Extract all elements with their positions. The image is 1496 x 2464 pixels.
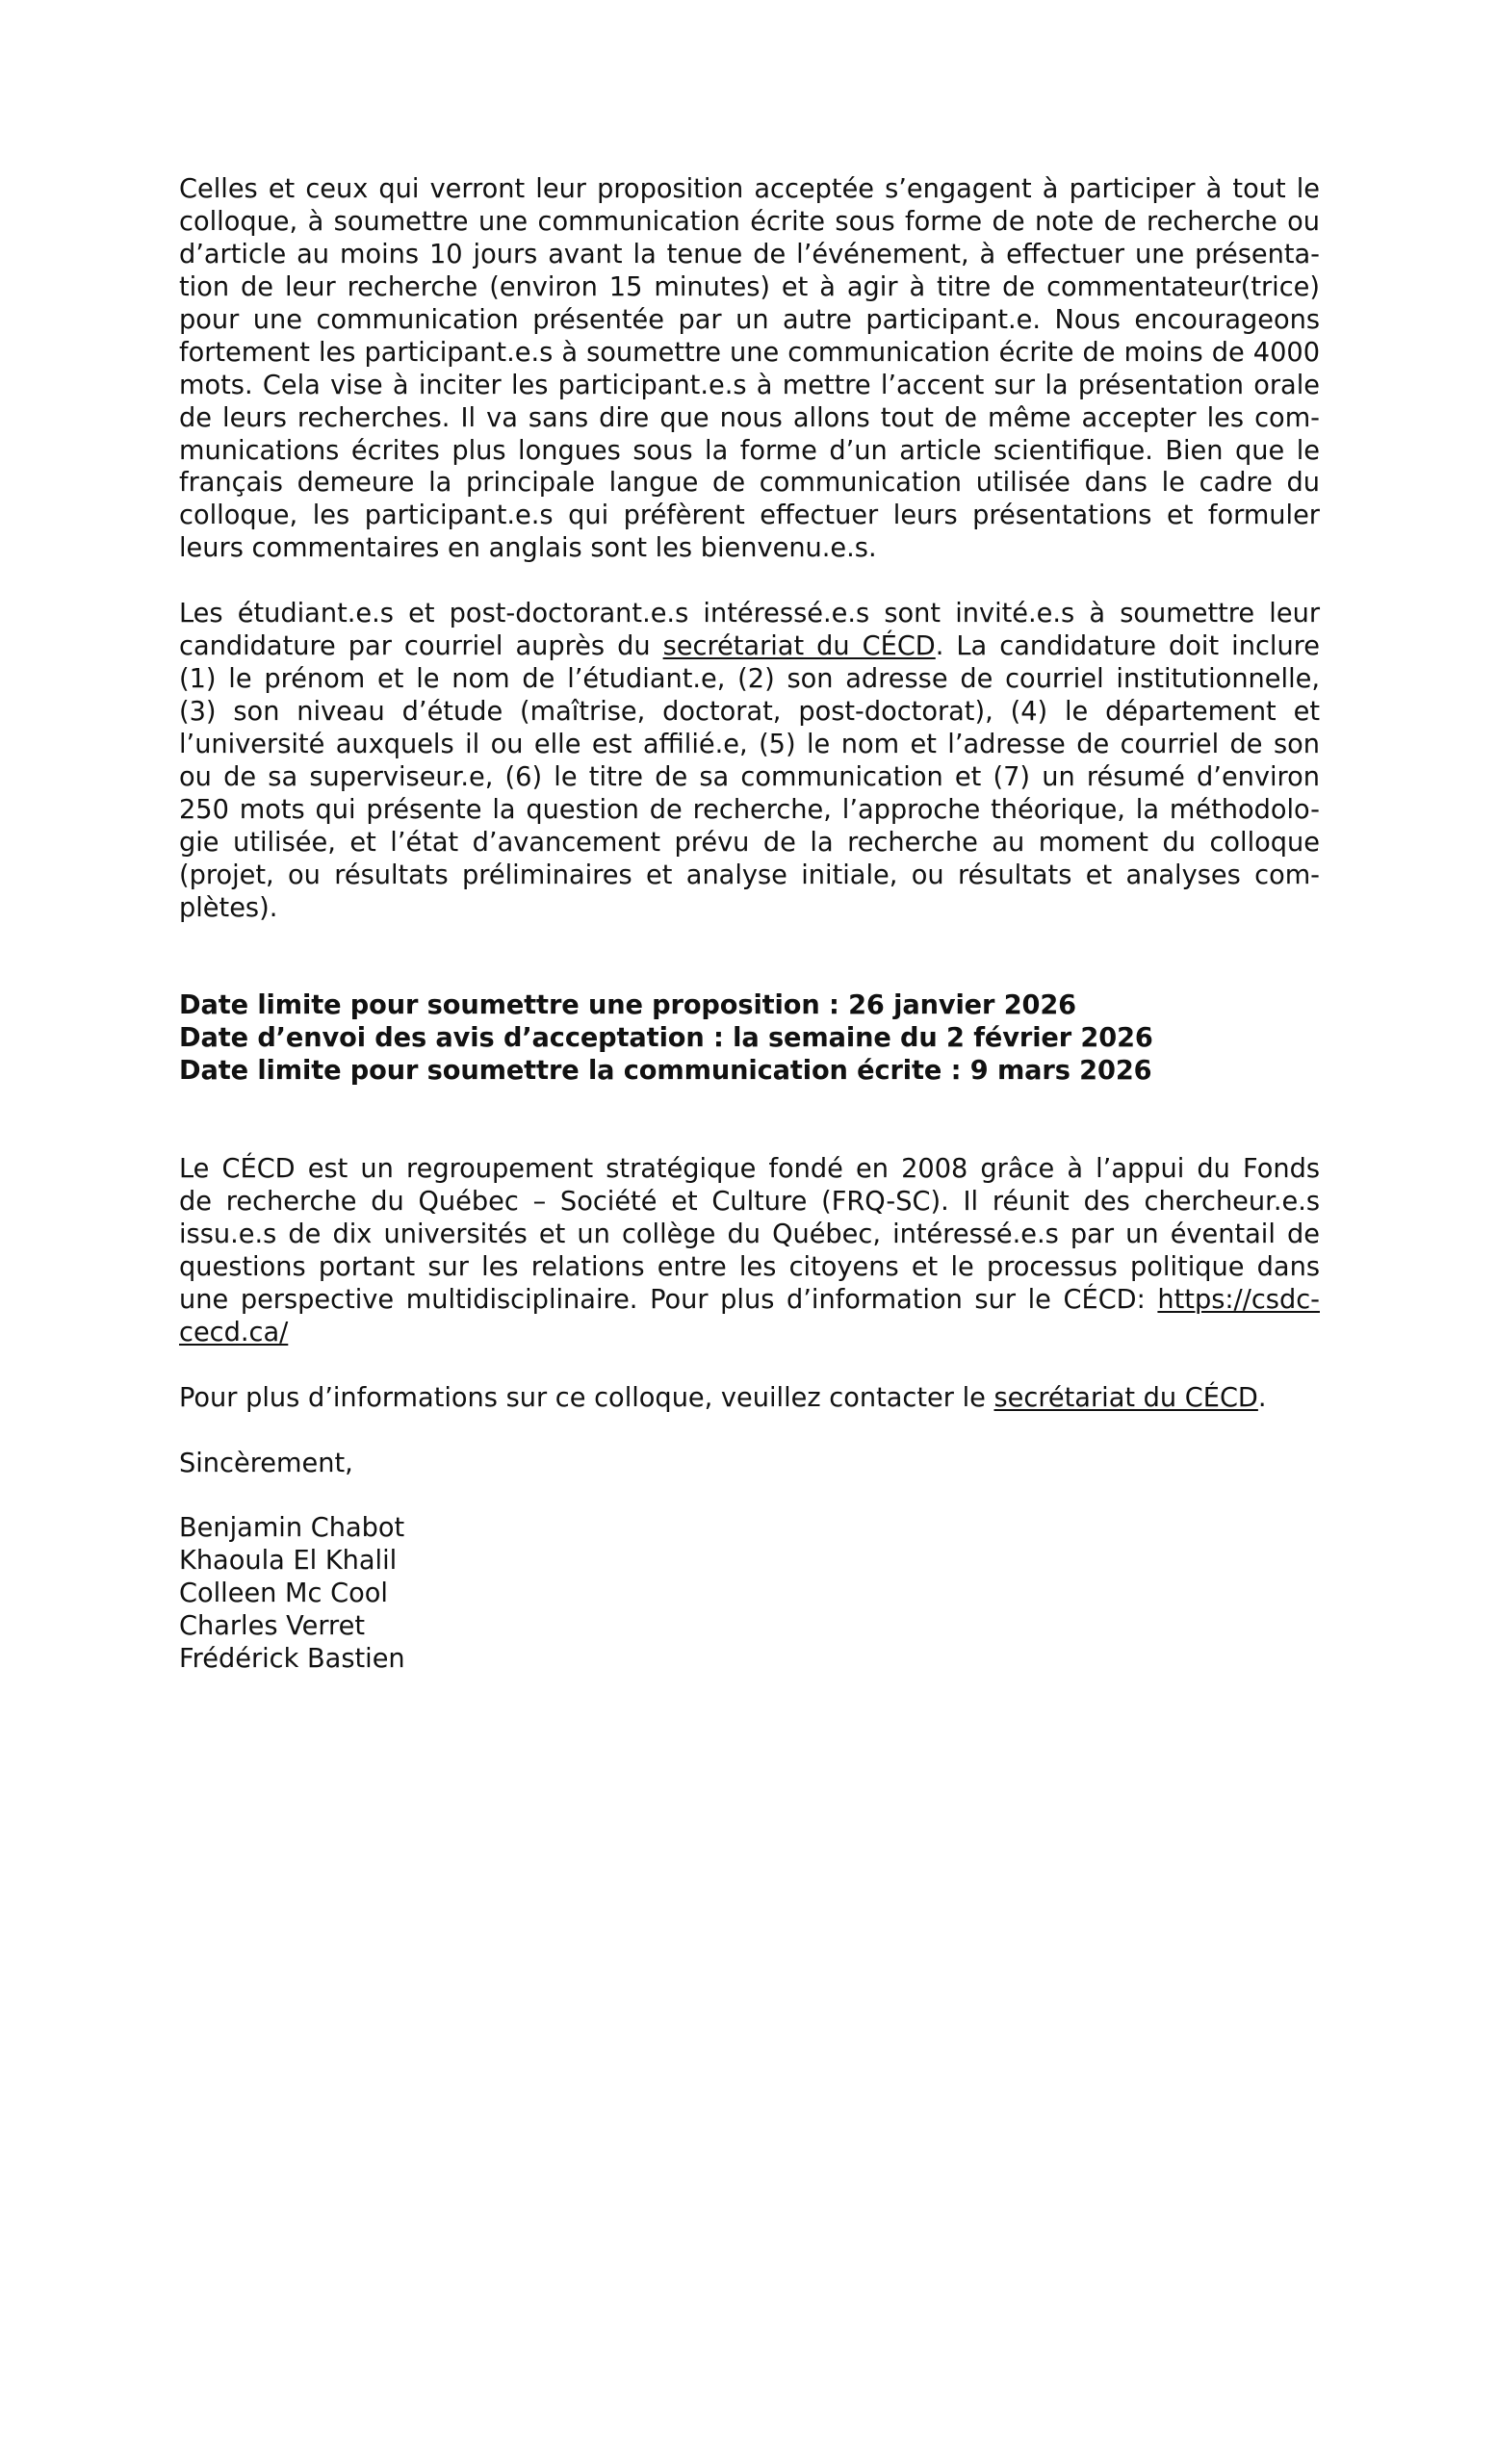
text-line: (1) le prénom et le nom de l’étudiant.e, (2) son adresse de courriel institutionnelle, [179, 664, 1320, 695]
text-line: colloque, à soumettre une communication écrite sous forme de note de recherche ou [179, 206, 1320, 237]
text-line: Celles et ceux qui verront leur proposition acceptée s’engagent à participer à tout le [179, 174, 1320, 204]
paragraph-spacer [179, 925, 1320, 990]
text-line: leurs commentaires en anglais sont les bienvenu.e.s. [179, 533, 877, 564]
paragraph-about-cecd [179, 1153, 1320, 1349]
text-segment: Pour plus d’informations sur ce colloque, veuillez contacter le [179, 1382, 994, 1413]
text-line: fortement les participant.e.s à soumettre une communication écrite de moins de 4000 [179, 337, 1320, 368]
cecd-website-link[interactable]: https://csdc- [1157, 1284, 1320, 1315]
paragraph-application-instructions [179, 598, 1320, 924]
cecd-website-link-continued[interactable]: cecd.ca/ [179, 1317, 289, 1348]
paragraph-spacer [179, 1415, 1320, 1448]
text-line: Les étudiant.e.s et post-doctorant.e.s intéressé.e.s sont invité.e.s à soumettre leur [179, 599, 1320, 629]
text-segment: une perspective multidisciplinaire. Pour plus d’information sur le CÉCD: [179, 1284, 1158, 1315]
closing-text: Sincèrement, [179, 1448, 353, 1478]
text-segment: candidature par courriel auprès du [179, 631, 663, 662]
closing-salutation [179, 1448, 1320, 1480]
text-line: munications écrites plus longues sous la forme d’un article scientifique. Bien que le [179, 435, 1320, 466]
signatory-name: Frédérick Bastien [179, 1644, 405, 1675]
deadline-proposal: Date limite pour soumettre une proposition : 26 janvier 2026 [179, 990, 1076, 1021]
text-segment: . [1257, 1382, 1267, 1413]
text-line: de leurs recherches. Il va sans dire que nous allons tout de même accepter les com- [179, 402, 1320, 433]
paragraph-spacer [179, 1349, 1320, 1382]
signatory-name: Khaoula El Khalil [179, 1546, 398, 1577]
text-line: l’université auxquels il ou elle est affilié.e, (5) le nom et l’adresse de courriel de son [179, 729, 1320, 759]
text-line: Le CÉCD est un regroupement stratégique fondé en 2008 grâce à l’appui du Fonds [179, 1154, 1320, 1185]
text-line: (3) son niveau d’étude (maîtrise, doctorat, post-doctorat), (4) le département et [179, 697, 1320, 727]
paragraph-spacer [179, 565, 1320, 598]
letter-body [179, 173, 1320, 1676]
text-line: mots. Cela vise à inciter les participant.e.s à mettre l’accent sur la présentation orale [179, 370, 1320, 400]
text-line [179, 1382, 1320, 1415]
text-line: colloque, les participant.e.s qui préfèrent effectuer leurs présentations et formuler [179, 500, 1320, 531]
secretariat-contact-link[interactable]: secrétariat du CÉCD [993, 1382, 1258, 1413]
text-line: issu.e.s de dix universités et un collège du Québec, intéressé.e.s par un éventail de [179, 1219, 1320, 1250]
signatories-list [179, 1512, 1320, 1676]
text-line: 250 mots qui présente la question de recherche, l’approche théorique, la méthodolo- [179, 794, 1320, 825]
paragraph-contact [179, 1382, 1320, 1415]
text-line [179, 630, 1320, 663]
paragraph-spacer [179, 1088, 1320, 1153]
text-line: gie utilisée, et l’état d’avancement prévu de la recherche au moment du colloque [179, 827, 1320, 858]
deadline-acceptance-notice: Date d’envoi des avis d’acceptation : la semaine du 2 février 2026 [179, 1023, 1153, 1054]
text-line: (projet, ou résultats préliminaires et analyse initiale, ou résultats et analyses com- [179, 860, 1320, 890]
text-line: tion de leur recherche (environ 15 minutes) et à agir à titre de commentateur(trice) [179, 271, 1320, 302]
text-line [179, 1317, 1320, 1349]
text-line [179, 1284, 1320, 1317]
text-line: ou de sa superviseur.e, (6) le titre de sa communication et (7) un résumé d’environ [179, 761, 1320, 792]
deadlines-block [179, 989, 1320, 1088]
text-line: français demeure la principale langue de communication utilisée dans le cadre du [179, 468, 1320, 499]
text-line: d’article au moins 10 jours avant la tenue de l’événement, à effectuer une présenta- [179, 239, 1320, 270]
text-line: plètes). [179, 892, 278, 923]
deadline-written-paper: Date limite pour soumettre la communication écrite : 9 mars 2026 [179, 1056, 1152, 1087]
signatory-name: Colleen Mc Cool [179, 1578, 388, 1609]
text-line: questions portant sur les relations entre les citoyens et le processus politique dans [179, 1251, 1320, 1282]
paragraph-spacer [179, 1480, 1320, 1513]
paragraph-participation-requirements [179, 173, 1320, 565]
text-line: pour une communication présentée par un autre participant.e. Nous encourageons [179, 304, 1320, 335]
text-line: de recherche du Québec – Société et Culture (FRQ-SC). Il réunit des chercheur.e.s [179, 1187, 1320, 1218]
signatory-name: Charles Verret [179, 1611, 366, 1642]
signatory-name: Benjamin Chabot [179, 1513, 405, 1544]
secretariat-email-link[interactable]: secrétariat du CÉCD [662, 631, 936, 662]
text-segment: . La candidature doit inclure [935, 631, 1320, 662]
